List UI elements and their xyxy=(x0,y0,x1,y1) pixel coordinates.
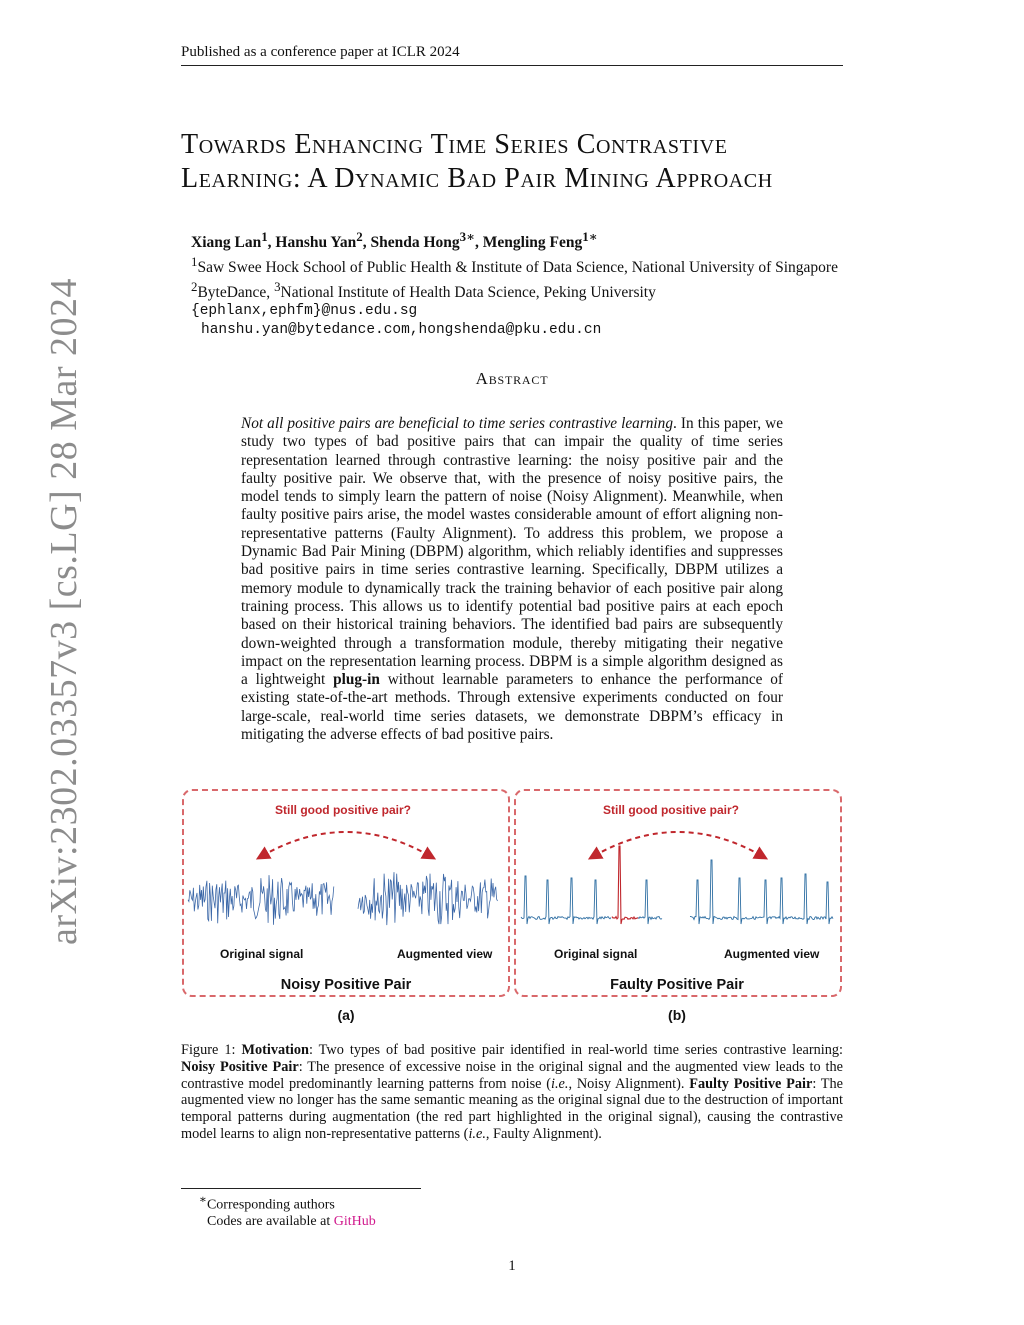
faulty-original-signal xyxy=(521,876,662,924)
arxiv-stamp: arXiv:2302.03357v3 [cs.LG] 28 Mar 2024 xyxy=(43,277,85,945)
author-name: Mengling Feng xyxy=(482,234,583,252)
page-number: 1 xyxy=(508,1258,516,1274)
footnote-line-1: ∗Corresponding authors xyxy=(199,1193,335,1213)
affiliation-line-1: $^1$Saw Swee Hock School of Public Health & Institute of Data Science, National University of Singapore xyxy=(191,254,838,277)
author-names: Xiang Lan$^1$, Hanshu Yan$^2$, Shenda Hong$^{3∗}$, Mengling Feng$^{1∗}$ xyxy=(191,229,598,252)
author-name: Shenda Hong xyxy=(370,234,460,252)
panel-b-original-label: Original signal xyxy=(554,947,638,961)
footnote-rule xyxy=(181,1188,421,1189)
footnote-line-2: Codes are available at GitHub xyxy=(207,1214,376,1230)
figure-caption: Figure 1: Motivation: Two types of bad positive pair identified in real-world time series contrastive learning: Noisy Positive Pair: The presence of excessive noise in the original signal and the augmented view leads to the contrastive model predominantly learning patterns from noise (i.e., Noisy Alignment). Faulty Positive Pair: The augmented view no longer has the same semantic meaning as the original signal due to the destruction of important temporal patterns during augmentation (the red part highlighted in the original signal), causing the contrastive model learns to align non-representative patterns (i.e., Faulty Alignment). xyxy=(181,1042,844,1142)
panel-b-sublabel: (b) xyxy=(668,1007,686,1023)
panel-a-augmented-label: Augmented view xyxy=(397,947,493,961)
title-line-1: Towards Enhancing Time Series Contrastive xyxy=(181,129,728,160)
panel-b-title: Faulty Positive Pair xyxy=(610,977,744,993)
author-name: Hanshu Yan xyxy=(275,234,357,252)
panel-a-original-label: Original signal xyxy=(220,947,304,961)
email-line-2: hanshu.yan@bytedance.com,hongshenda@pku.edu.cn xyxy=(201,322,602,339)
panel-b-augmented-label: Augmented view xyxy=(724,947,820,961)
noisy-augmented-signal xyxy=(358,872,498,925)
panel-a-sublabel: (a) xyxy=(337,1007,355,1023)
panel-a-question: Still good positive pair? xyxy=(274,803,411,817)
footnote xyxy=(199,1192,376,1231)
abstract-heading: Abstract xyxy=(475,369,549,388)
abstract-body: Not all positive pairs are beneficial to time series contrastive learning. In this paper, we study two types of bad positive pairs that can impair the quality of time series representation learned through contrastive learning: the noisy positive pair and the faulty positive pair. We observe that, with the presence of noisy positive pairs, the model tends to simply learn the pattern of noise (Noisy Alignment). Meanwhile, when faulty positive pairs arise, the model wastes considerable amount of effort aligning non-representative patterns (Faulty Alignment). To address this problem, we propose a Dynamic Bad Pair Mining (DBPM) algorithm, which reliably identifies and suppresses bad positive pairs in time series contrastive learning. Specifically, DBPM utilizes a memory module to dynamically track the training behavior of each positive pair along training process. This allows us to identify potential bad positive pairs at each epoch based on their historical training behaviors. The identified bad pairs are subsequently down-weighted through a transformation module, thereby mitigating their negative impact on the representation learning process. DBPM is a simple algorithm designed as a lightweight plug-in without learnable parameters to enhance the performance of existing state-of-the-art methods. Through extensive experiments conducted on four large-scale, real-world time series datasets, we demonstrate DBPM’s efficacy in mitigating the adverse effects of bad positive pairs. xyxy=(241,415,784,744)
running-header: Published as a conference paper at ICLR 2024 xyxy=(181,44,843,66)
faulty-augmented-signal xyxy=(690,860,833,924)
author-name: Xiang Lan xyxy=(191,234,262,252)
curved-arrow-a xyxy=(262,832,430,856)
noisy-original-signal xyxy=(188,875,334,925)
title-line-2: Learning: A Dynamic Bad Pair Mining Approach xyxy=(181,163,773,194)
github-link[interactable]: GitHub xyxy=(333,1214,376,1230)
faulty-original-signal-highlight xyxy=(612,846,638,924)
affiliation-line-2: $^2$ByteDance, $^3$National Institute of Health Data Science, Peking University xyxy=(191,279,656,302)
email-line-1: {ephlanx,ephfm}@nus.edu.sg xyxy=(191,303,418,320)
panel-a-title: Noisy Positive Pair xyxy=(280,977,412,993)
panel-b-question: Still good positive pair? xyxy=(602,803,739,817)
